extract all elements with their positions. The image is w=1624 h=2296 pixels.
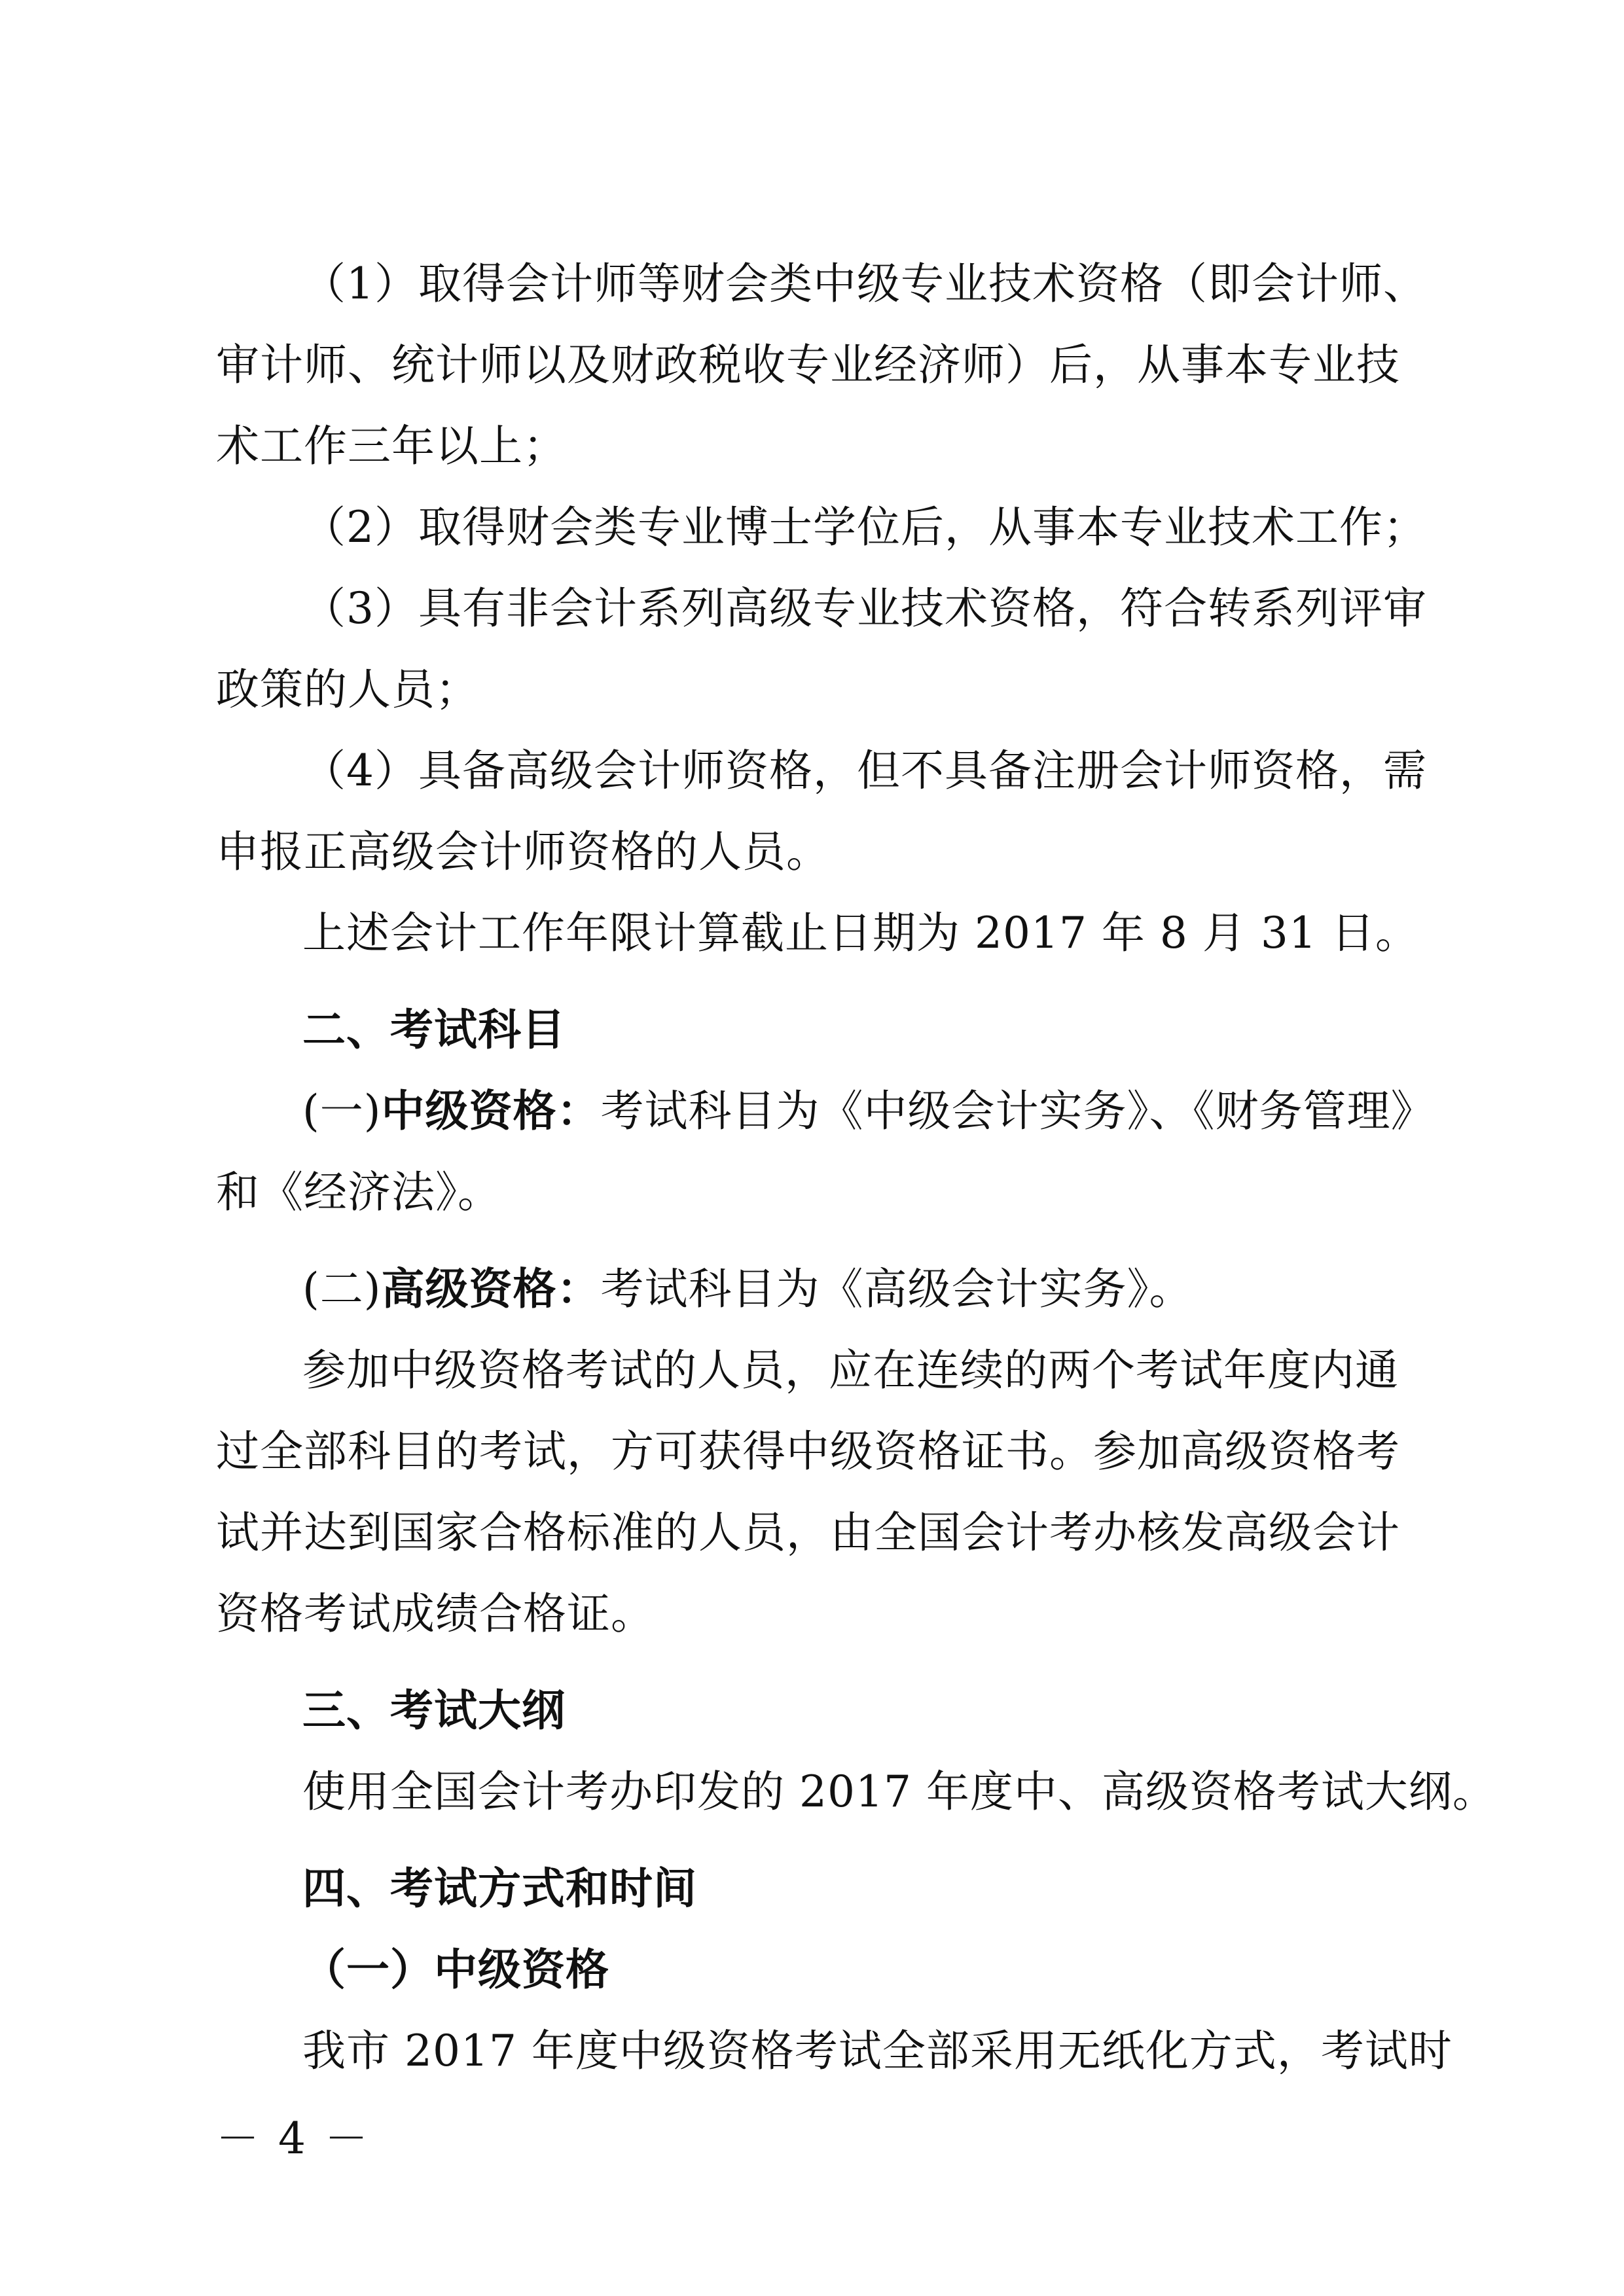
exam-rule-line-3: 试并达到国家合格标准的人员，由全国会计考办核发高级会计 <box>216 1507 1400 1558</box>
deadline-note: 上述会计工作年限计算截止日期为 2017 年 8 月 31 日。 <box>302 908 1419 958</box>
section-4-heading: 四、考试方式和时间 <box>302 1863 697 1914</box>
item-4-line-1: （4）具备高级会计师资格，但不具备注册会计师资格，需 <box>302 745 1427 796</box>
document-body <box>216 243 1496 2092</box>
senior-level-line <box>216 1249 1414 1330</box>
section-4-subheading: （一）中级资格 <box>302 1945 609 1995</box>
section-3-heading: 三、考试大纲 <box>302 1685 566 1736</box>
page-number: － 4 － <box>216 2113 370 2164</box>
section-3-text: 使用全国会计考办印发的 2017 年度中、高级资格考试大纲。 <box>302 1767 1496 1817</box>
item-3-line-2: 政策的人员； <box>216 664 479 715</box>
item-1-line-2: 审计师、统计师以及财政税收专业经济师）后，从事本专业技 <box>216 340 1400 390</box>
exam-rule-line-1: 参加中级资格考试的人员，应在连续的两个考试年度内通 <box>302 1345 1399 1395</box>
item-2-line-1: （2）取得财会类专业博士学位后，从事本专业技术工作； <box>302 502 1427 552</box>
senior-level-prefix: (二) <box>302 1264 382 1314</box>
section-2-heading: 二、考试科目 <box>302 1005 566 1055</box>
mid-level-line-2: 和《经济法》。 <box>216 1167 501 1217</box>
mid-level-line-1 <box>216 1071 1435 1152</box>
senior-level-text: 考试科目为《高级会计实务》。 <box>600 1264 1193 1314</box>
item-4-line-2: 申报正高级会计师资格的人员。 <box>216 827 830 877</box>
mid-level-label: 中级资格： <box>381 1086 601 1136</box>
mid-level-prefix: (一) <box>302 1086 382 1136</box>
senior-level-label: 高级资格： <box>381 1264 601 1314</box>
exam-rule-line-4: 资格考试成绩合格证。 <box>216 1588 655 1639</box>
item-1-line-1: （1）取得会计师等财会类中级专业技术资格（即会计师、 <box>302 259 1427 309</box>
item-3-line-1: （3）具有非会计系列高级专业技术资格，符合转系列评审 <box>302 583 1427 634</box>
item-1-line-3: 术工作三年以上； <box>216 421 567 471</box>
mid-level-text: 考试科目为《中级会计实务》、《财务管理》 <box>600 1086 1435 1136</box>
exam-rule-line-2: 过全部科目的考试，方可获得中级资格证书。参加高级资格考 <box>216 1426 1400 1477</box>
section-4-text: 我市 2017 年度中级资格考试全部采用无纸化方式，考试时 <box>302 2026 1453 2076</box>
